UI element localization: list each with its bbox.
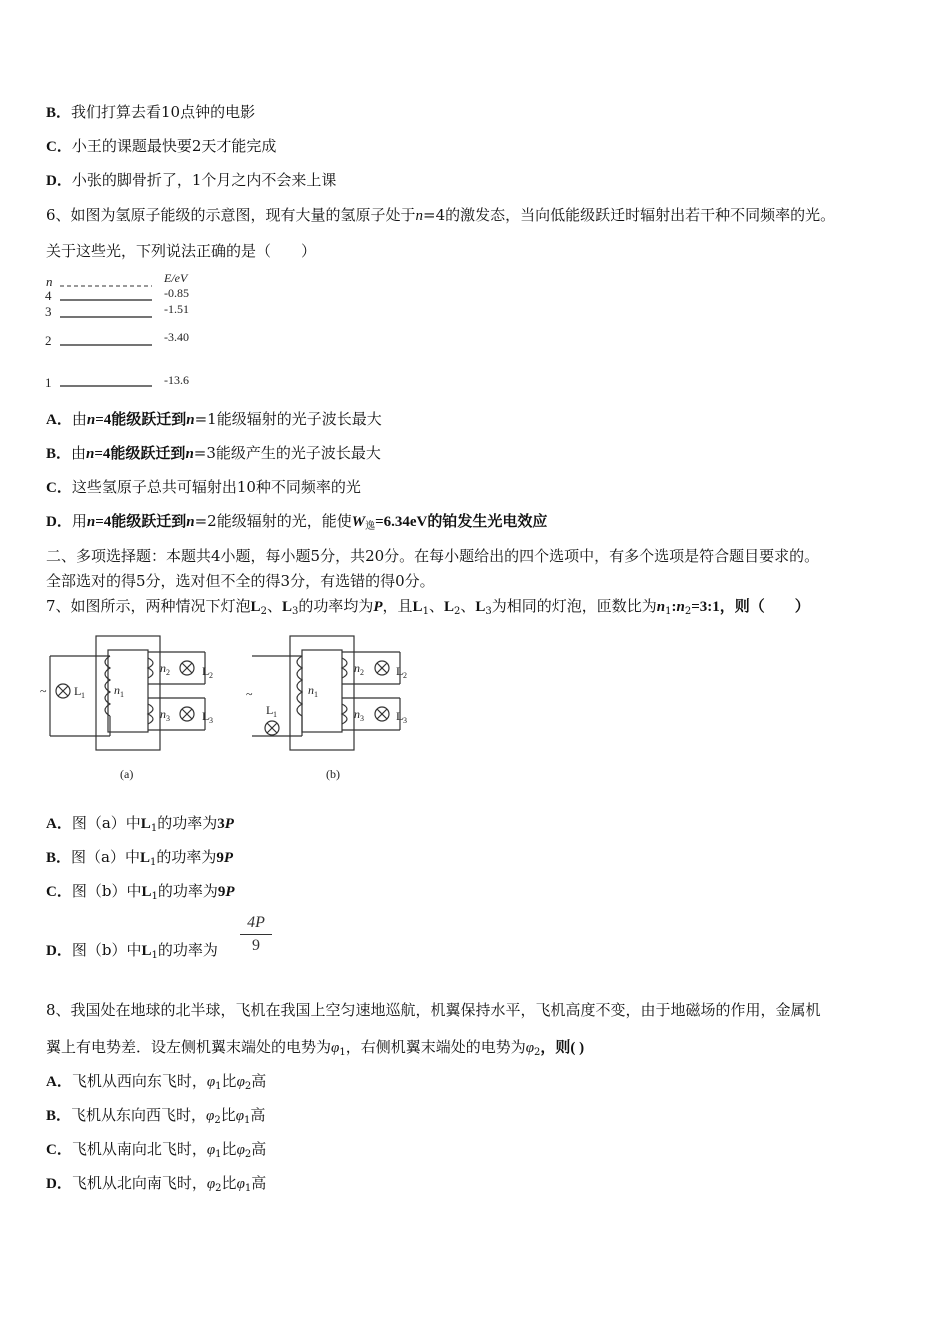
level-2-energy: -3.40 xyxy=(164,330,189,344)
svg-text:1: 1 xyxy=(120,690,124,699)
label-l2-b: L xyxy=(396,664,404,678)
section2-line1: 二、多项选择题：本题共4小题，每小题5分，共20分。在每小题给出的四个选项中，有多个选项是符合题目要求的。 xyxy=(46,547,820,565)
level-4-energy: -0.85 xyxy=(164,286,189,300)
svg-text:1: 1 xyxy=(273,710,277,719)
label-n2-a: n xyxy=(160,661,166,675)
svg-text:2: 2 xyxy=(166,668,170,677)
option-label: D． xyxy=(46,173,72,189)
energy-level-diagram xyxy=(40,268,220,393)
label-n1-a: n xyxy=(114,683,120,697)
q8-option-c: C．飞机从南向北飞时，$\varphi_1$比$\varphi_2$高 xyxy=(46,1140,267,1160)
transformer-circuit-figure xyxy=(40,628,430,788)
label-n3-b: n xyxy=(354,707,360,721)
q6-stem-line2: 关于这些光，下列说法正确的是（ ） xyxy=(46,242,317,260)
source-symbol-b: ~ xyxy=(246,687,253,701)
level-3-energy: -1.51 xyxy=(164,302,189,316)
fraction-4p-over-9: $\frac{4P}{9}$ xyxy=(240,914,272,955)
level-1-energy: -13.6 xyxy=(164,373,189,387)
level-2-n: 2 xyxy=(45,333,52,348)
q6-option-d: D．用n=4能级跃迁到n=2能级辐射的光，能使$W_逸=6.34eV$的铂发生光电效应 xyxy=(46,512,548,532)
svg-text:3: 3 xyxy=(166,714,170,723)
option-text: 我们打算去看10点钟的电影 xyxy=(71,103,256,121)
svg-text:2: 2 xyxy=(360,668,364,677)
svg-text:1: 1 xyxy=(81,691,85,700)
q5-option-c xyxy=(46,136,276,157)
level-1-n: 1 xyxy=(45,375,52,390)
svg-text:3: 3 xyxy=(360,714,364,723)
option-text: 小王的课题最快要2天才能完成 xyxy=(71,137,277,155)
label-n1-b: n xyxy=(308,683,314,697)
svg-text:3: 3 xyxy=(209,716,213,725)
label-l3-b: L xyxy=(396,709,404,723)
label-l3-a: L xyxy=(202,709,210,723)
source-symbol-a: ~ xyxy=(40,684,47,698)
caption-a: (a) xyxy=(120,767,134,781)
q6-option-a: A．由n=4能级跃迁到n=1能级辐射的光子波长最大 xyxy=(46,410,382,428)
n-header: n xyxy=(46,274,53,289)
q8-stem-line1: 8、我国处在地球的北半球，飞机在我国上空匀速地巡航，机翼保持水平，飞机高度不变，由于地磁场的作用，金属机 xyxy=(46,1001,821,1019)
q8-stem-line2: 翼上有电势差．设左侧机翼末端处的电势为$\varphi_1$，右侧机翼末端处的电势为$\varphi_2$，则( ) xyxy=(46,1038,585,1058)
q5-option-d xyxy=(46,170,336,191)
q5-option-b xyxy=(46,102,255,123)
label-l1-b: L xyxy=(266,703,274,717)
level-3-n: 3 xyxy=(45,304,52,319)
svg-text:1: 1 xyxy=(314,690,318,699)
option-label: B． xyxy=(46,105,72,121)
svg-text:2: 2 xyxy=(403,671,407,680)
q7-option-d: D．图（b）中$L_1$的功率为 xyxy=(46,941,218,961)
option-text: 小张的脚骨折了，1个月之内不会来上课 xyxy=(71,171,337,189)
q7-option-c: C．图（b）中$L_1$的功率为9P xyxy=(46,882,235,902)
label-l1-a: L xyxy=(74,684,82,698)
label-n2-b: n xyxy=(354,661,360,675)
q8-option-a: A．飞机从西向东飞时，$\varphi_1$比$\varphi_2$高 xyxy=(46,1072,267,1092)
caption-b: (b) xyxy=(326,767,340,781)
label-l2-a: L xyxy=(202,664,210,678)
q7-stem: 7、如图所示，两种情况下灯泡$L_2$、$L_3$的功率均为P，且$L_1$、$L_2$、$L_3$为相同的灯泡，匝数比为$n_1:n_2=3:1$，则（ ） xyxy=(46,597,810,617)
q6-stem-line1: 6、如图为氢原子能级的示意图，现有大量的氢原子处于n=4的激发态，当向低能级跃迁时辐射出若干种不同频率的光。 xyxy=(46,206,836,224)
svg-text:3: 3 xyxy=(403,716,407,725)
q8-option-b: B．飞机从东向西飞时，$\varphi_2$比$\varphi_1$高 xyxy=(46,1106,266,1126)
section2-line2: 全部选对的得5分，选对但不全的得3分，有选错的得0分。 xyxy=(46,572,435,590)
q7-option-b: B．图（a）中$L_1$的功率为9P xyxy=(46,848,234,868)
option-label: C． xyxy=(46,139,72,155)
q6-option-b: B．由n=4能级跃迁到n=3能级产生的光子波长最大 xyxy=(46,444,381,462)
q8-option-d: D．飞机从北向南飞时，$\varphi_2$比$\varphi_1$高 xyxy=(46,1174,267,1194)
level-4-n: 4 xyxy=(45,288,52,303)
q7-option-a: A．图（a）中$L_1$的功率为3P xyxy=(46,814,234,834)
q6-option-c: C．这些氢原子总共可辐射出10种不同频率的光 xyxy=(46,478,361,496)
label-n3-a: n xyxy=(160,707,166,721)
e-header: E/eV xyxy=(164,271,188,285)
svg-text:2: 2 xyxy=(209,671,213,680)
